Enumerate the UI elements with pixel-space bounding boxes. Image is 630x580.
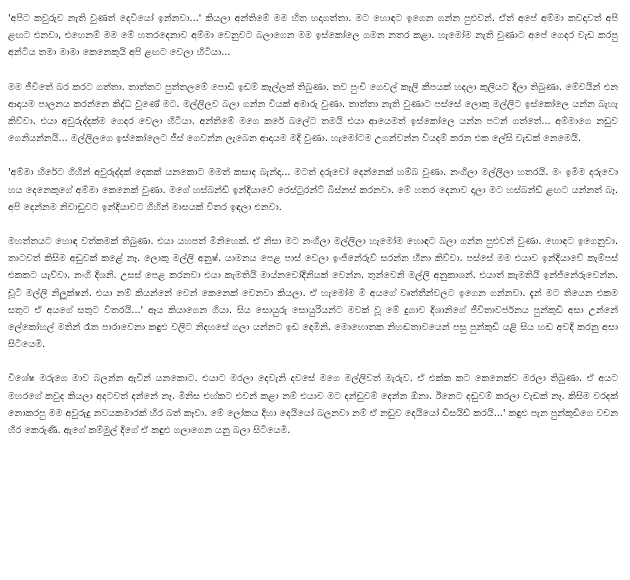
paragraph-1: 'අපිට කවුරුව නැති වුණත් දෙවියෝ ඉන්නවා...' කියලා අන්තිමේ මම හිත හදාගත්තා. මට හොඳට ඉගෙන ගන්න පුළුවන්. ඒත් අපේ අම්මා කවදාවත් අපි ළඟට එනවා, එහෙනම් මම මේ හතරදෙනාව අම්මා වෙනුවට බලාගෙන මම ඉස්කෝලෙ ගමන නතර කළා. හැමෝම නැති වුණාට අපේ ගෙදර වැඩ කරපු අන්ටිය තමා මාමා කෙනෙකුයි අපි ළඟට වෙලා හිටියා... <box>8 13 618 59</box>
paragraph-4: මහත්තයට හොඳ වත්කමක් තිබුණා. එයා යහපත් මිනිහෙක්. ඒ නිසා මට නංගිලා මල්ලිලා හැමෝම හොඳට බලා ගන්න පුළුවන් වුණා. හොඳට ඉගෙනුවා. තාටවත් කිසිම අඩුවක් කළේ නෑ. ලොකු මල්ලි අනුෂ්. යාමනය පෙළ පාස් වෙලා ඉංජිනේරුව් සරන්න හීනා කිව්වා. පස්සේ මම එයාව ඉන්දියාවේ කැම්පස් එකකට යැව්වා. නංගි දිශනි. උසස් පෙළ කරනවා එයා කැමතියි මාය්නවෝදිනියක් වෙන්න. තුන්වෙනි මල්ලි අනුකාශන්. එයාත් කැමතියි ඉන්ජිනේරුවෙන්න. චූටි මල්ලි නිලූක්ෂන්. එයා නම් කියන්නේ වෙන් කෙනෙක් වෙනවා කියලා. ඒ හැමෝම මි අයගේ වෘත්තීන්වලට ඉගෙන ගන්නවා. දැන් මට තියෙන එකම සතුට ඒ අයගේ සතුට විතරයි...' ඈය කියාගෙන ගියා. සිය සොයුරු සොයුරියන්ට මවක් වූ මේ දුගාව දිශානිගේ ජීවිතාවර්ජනය පුන්කුඩි අසා උන්නේ ලේකෝහල් මතින් රෑත පාරාවෙනා කඳුළු වලිට නිදහසේ ගලා යන්නට ඉඩ දෙමිනි. මොහොතක නිහඬතාවයෙන් පසු පුන්කුඩි යළි සිය හඬ අවදි කරනු අසා සිටියෙමි. <box>8 236 618 351</box>
paragraph-2: මම ජීවිතේ බර කරට ගත්තා. තාත්තට පුත්තලමේ පොඩි ඉඩම් කෑල්ලක් තිබුණා. තව පුංචි ගෙවල් කෑලි කීපයක් හදලා කුලියට දීලා තිබුණා. මේවයින් එන ආදායම පාලනය කරන්නෙ කිද්ධ වුණේ මට. මල්ලිලව බලා ගන්න වියක් අමාරු වුණා. තාත්තා නැති වුණාට පස්සේ ලොකු මල්ලිට ඉස්කෝලෙ යන්න බැහැ කිව්වා. එයා අවුරුද්දක්ම ගෙදර වෙලා හිටියා. අන්තිමේ මගෙ කරේ බලේට තමයි එයා ආයෙමත් ඉස්කෝලෙ යන්න පටන් ගත්තේ... අම්මාගෙ නඩුව ගෙනියන්නයි... මල්ලිලගෙ ඉස්කෝලෙට ජීස් ගෙවන්න ලැබෙන ආදායම මදි වුණා. හැමෝටම උගන්වන්න වියදම් කරන එක ලේසි වැඩක් නෙමෙයි. <box>8 81 618 145</box>
paragraph-3: 'අම්මා හිරේට ගිහින් අවුරුද්දක් දෙකක් යනකොට මමත් කසාද බැන්දා... මටත් දරුවෝ දෙන්නෙක් හම්බ වුණා. නංගිලා මල්ලිලා හතරයි. මං ඉමිම දරුවො හය දෙනෙකුගේ අම්මා කෙනෙක් වුණා. මගේ හස්බන්ඩ් ඉන්දියාවේ රෙස්ටුරන්ට් බිස්නස් කරනවා. මේ හතර දෙනාව දාලා මට හස්බන්ඩ් ළඟට යන්නත් බෑ. අපි දෙන්නම නිවාඩුවට ඉන්දියාවට ගිහින් මාසයක් විතර ඉඳලා එනවා. <box>8 167 618 213</box>
paragraph-5: විශේෂ මරුගෙ මාව බලන්න ඇවින් යනකොට. එයාට මරලා දෙවැනි දවසේ මගෙ මල්ලිවත් මැරුව. ඒ එක්ක කට කෙනෙක්ව මරලා තිබුණා. ඒ අයට මහරගේ කවුද කියලා අදටවත් දන්නේ නෑ. මිනිස එහ්කට එවන් කළා නම් එයාව මට දන්ඩුවම් දෙන්න ඕනා. ඊනෙට දඬුවම් කරලා වැඩක් නෑ. කිසිම වරදක් නොකරපු මම අවුරුදු නවයකමාරක් හිර බත් කෑවා. මේ ලෝකය දිහා දෙයියෝ බලනවා නම් ඒ නඩුව දෙයියෝ ඩිසයිඩ් කරයි...' කඳුළු පැන පුන්කුඩිගෙ වචන හිර කෙරුණි. ඇගේ කම්මුල් දිගේ ඒ කඳුළු ගලාගෙන යනු බලා සිටියෙමි. <box>8 373 618 437</box>
